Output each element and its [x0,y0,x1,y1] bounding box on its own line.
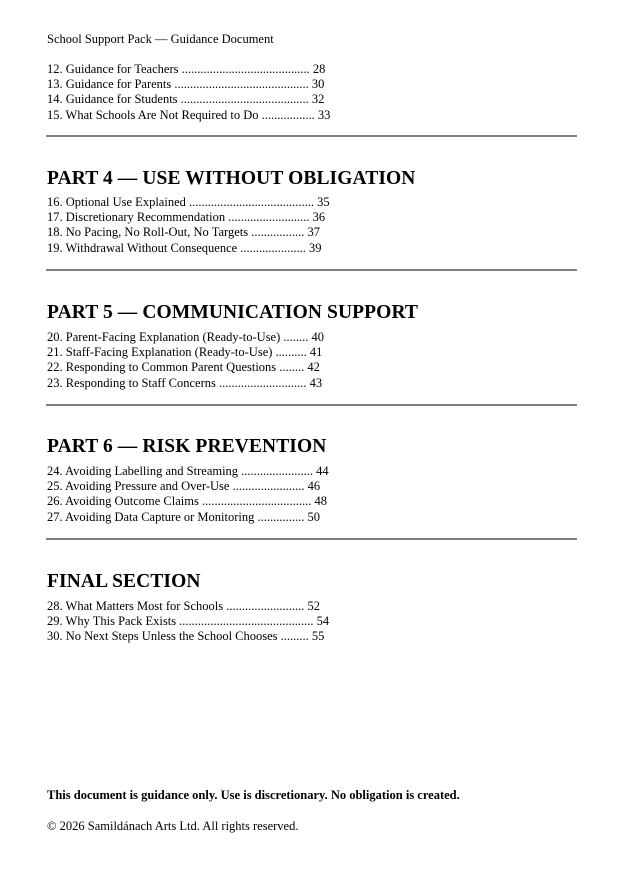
toc-entry: 30. No Next Steps Unless the School Chooses ......... 55 [47,629,325,644]
toc-list-part4 [47,195,330,256]
section-divider [46,135,577,137]
toc-entry: 26. Avoiding Outcome Claims ................................... 48 [47,494,327,509]
toc-list-part6 [47,464,329,525]
toc-entry: 14. Guidance for Students ......................................... 32 [47,92,325,107]
toc-list-final [47,599,329,645]
section-divider [46,404,577,406]
guidance-notice: This document is guidance only. Use is discretionary. No obligation is created. [47,788,460,802]
toc-entry: 19. Withdrawal Without Consequence ..................... 39 [47,240,322,255]
toc-entry: 23. Responding to Staff Concerns ............................ 43 [47,375,323,390]
toc-entry: 21. Staff-Facing Explanation (Ready-to-Use) .......... 41 [47,345,323,360]
toc-entry: 22. Responding to Common Parent Questions ........ 42 [47,360,320,375]
toc-entry: 16. Optional Use Explained ........................................ 35 [47,195,330,209]
running-header: School Support Pack — Guidance Document [47,32,274,46]
section-heading-part6: PART 6 — RISK PREVENTION [47,436,327,457]
toc-entry: 24. Avoiding Labelling and Streaming ....................... 44 [47,464,329,478]
section-heading-part4: PART 4 — USE WITHOUT OBLIGATION [47,168,416,189]
section-heading-part5: PART 5 — COMMUNICATION SUPPORT [47,302,419,323]
section-divider [46,269,577,271]
section-heading-final: FINAL SECTION [47,571,201,592]
toc-entry: 18. No Pacing, No Roll-Out, No Targets ................. 37 [47,225,320,240]
toc-entry: 20. Parent-Facing Explanation (Ready-to-Use) ........ 40 [47,330,325,344]
toc-entry: 29. Why This Pack Exists ........................................... 54 [47,614,330,629]
toc-entry: 12. Guidance for Teachers ......................................... 28 [47,62,326,76]
section-divider [46,538,577,540]
toc-entry: 17. Discretionary Recommendation .......................... 36 [47,210,326,225]
toc-list-part3 [47,62,330,123]
toc-entry: 25. Avoiding Pressure and Over-Use ....................... 46 [47,479,321,494]
toc-entry: 28. What Matters Most for Schools ......................... 52 [47,599,321,613]
toc-entry: 15. What Schools Are Not Required to Do ................. 33 [47,107,331,122]
toc-entry: 27. Avoiding Data Capture or Monitoring ............... 50 [47,509,321,524]
toc-entry: 13. Guidance for Parents ........................................... 30 [47,77,325,92]
toc-list-part5 [47,330,324,391]
copyright-notice: © 2026 Samildánach Arts Ltd. All rights reserved. [47,819,299,833]
